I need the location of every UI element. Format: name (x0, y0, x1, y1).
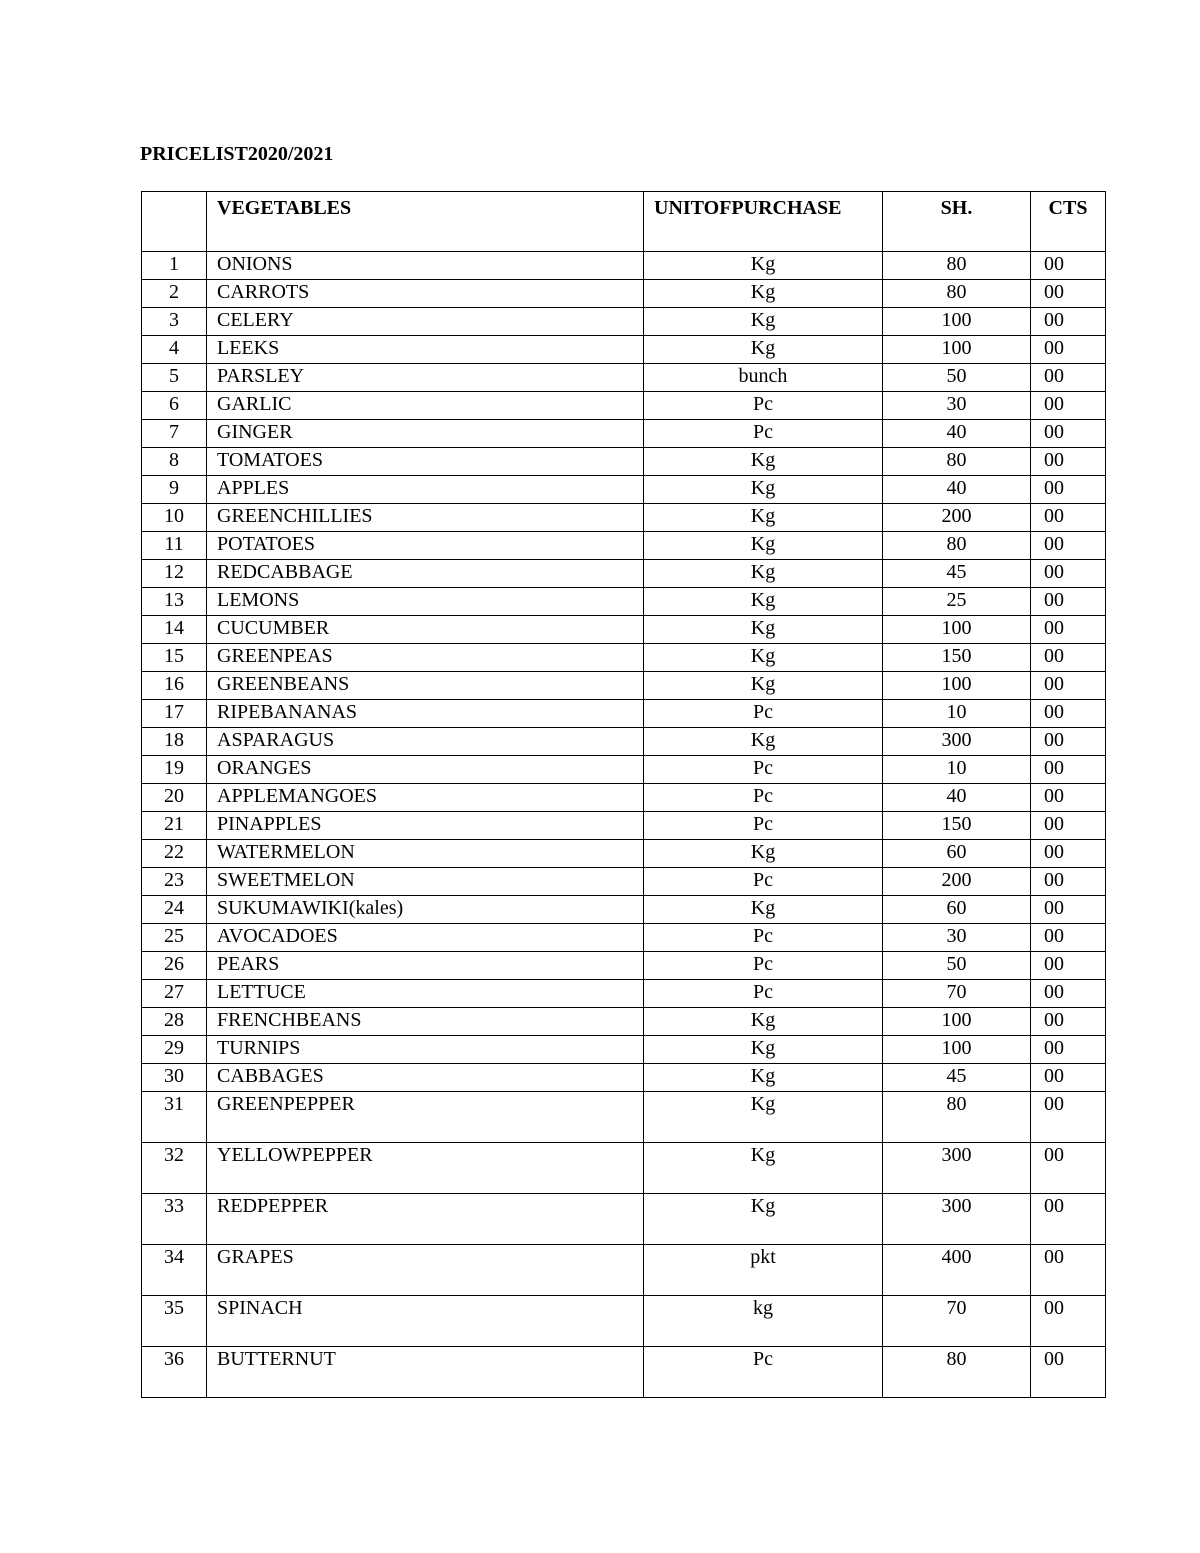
price-shillings: 200 (883, 504, 1031, 532)
price-cents: 00 (1031, 1064, 1106, 1092)
row-number: 33 (142, 1194, 207, 1245)
row-number: 23 (142, 868, 207, 896)
price-shillings: 80 (883, 448, 1031, 476)
table-row (142, 364, 1106, 392)
price-shillings: 400 (883, 1245, 1031, 1296)
item-name: PARSLEY (207, 364, 644, 392)
price-cents: 00 (1031, 448, 1106, 476)
price-cents: 00 (1031, 504, 1106, 532)
header-shillings: SH. (883, 192, 1031, 252)
item-name: GINGER (207, 420, 644, 448)
price-shillings: 30 (883, 392, 1031, 420)
table-row (142, 1143, 1106, 1194)
price-shillings: 80 (883, 532, 1031, 560)
item-name: GREENCHILLIES (207, 504, 644, 532)
table-row (142, 868, 1106, 896)
item-name: CARROTS (207, 280, 644, 308)
row-number: 20 (142, 784, 207, 812)
table-row (142, 560, 1106, 588)
row-number: 29 (142, 1036, 207, 1064)
unit-of-purchase: Kg (644, 560, 883, 588)
price-shillings: 10 (883, 700, 1031, 728)
item-name: CELERY (207, 308, 644, 336)
price-cents: 00 (1031, 924, 1106, 952)
price-shillings: 40 (883, 420, 1031, 448)
item-name: SWEETMELON (207, 868, 644, 896)
price-shillings: 45 (883, 560, 1031, 588)
price-cents: 00 (1031, 392, 1106, 420)
unit-of-purchase: Pc (644, 420, 883, 448)
unit-of-purchase: pkt (644, 1245, 883, 1296)
row-number: 1 (142, 252, 207, 280)
item-name: REDPEPPER (207, 1194, 644, 1245)
price-cents: 00 (1031, 420, 1106, 448)
unit-of-purchase: Kg (644, 308, 883, 336)
unit-of-purchase: Pc (644, 980, 883, 1008)
price-cents: 00 (1031, 980, 1106, 1008)
price-table (141, 191, 1106, 1398)
table-row (142, 532, 1106, 560)
item-name: AVOCADOES (207, 924, 644, 952)
unit-of-purchase: Pc (644, 952, 883, 980)
row-number: 2 (142, 280, 207, 308)
row-number: 8 (142, 448, 207, 476)
unit-of-purchase: Pc (644, 784, 883, 812)
table-row (142, 280, 1106, 308)
header-number (142, 192, 207, 252)
row-number: 11 (142, 532, 207, 560)
unit-of-purchase: Kg (644, 252, 883, 280)
item-name: ASPARAGUS (207, 728, 644, 756)
price-cents: 00 (1031, 1245, 1106, 1296)
table-row (142, 1008, 1106, 1036)
item-name: PEARS (207, 952, 644, 980)
price-shillings: 150 (883, 644, 1031, 672)
price-cents: 00 (1031, 532, 1106, 560)
unit-of-purchase: Kg (644, 896, 883, 924)
item-name: FRENCHBEANS (207, 1008, 644, 1036)
item-name: GREENPEPPER (207, 1092, 644, 1143)
price-shillings: 50 (883, 364, 1031, 392)
table-row (142, 448, 1106, 476)
row-number: 7 (142, 420, 207, 448)
item-name: POTATOES (207, 532, 644, 560)
price-cents: 00 (1031, 1036, 1106, 1064)
header-cents: CTS (1031, 192, 1106, 252)
price-shillings: 70 (883, 980, 1031, 1008)
unit-of-purchase: kg (644, 1296, 883, 1347)
row-number: 9 (142, 476, 207, 504)
row-number: 25 (142, 924, 207, 952)
header-unit-of-purchase: UNITOFPURCHASE (644, 192, 883, 252)
unit-of-purchase: Pc (644, 392, 883, 420)
table-row (142, 784, 1106, 812)
table-row (142, 504, 1106, 532)
item-name: SUKUMAWIKI(kales) (207, 896, 644, 924)
item-name: APPLEMANGOES (207, 784, 644, 812)
table-row (142, 308, 1106, 336)
item-name: TOMATOES (207, 448, 644, 476)
unit-of-purchase: Kg (644, 1143, 883, 1194)
unit-of-purchase: Pc (644, 700, 883, 728)
row-number: 34 (142, 1245, 207, 1296)
price-cents: 00 (1031, 308, 1106, 336)
unit-of-purchase: Pc (644, 756, 883, 784)
price-shillings: 70 (883, 1296, 1031, 1347)
item-name: GREENPEAS (207, 644, 644, 672)
row-number: 31 (142, 1092, 207, 1143)
price-shillings: 10 (883, 756, 1031, 784)
price-shillings: 45 (883, 1064, 1031, 1092)
item-name: CUCUMBER (207, 616, 644, 644)
price-shillings: 300 (883, 728, 1031, 756)
price-shillings: 200 (883, 868, 1031, 896)
item-name: GARLIC (207, 392, 644, 420)
price-shillings: 300 (883, 1194, 1031, 1245)
price-shillings: 40 (883, 476, 1031, 504)
row-number: 36 (142, 1347, 207, 1398)
unit-of-purchase: Pc (644, 868, 883, 896)
table-row (142, 420, 1106, 448)
item-name: LETTUCE (207, 980, 644, 1008)
table-row (142, 812, 1106, 840)
price-shillings: 40 (883, 784, 1031, 812)
unit-of-purchase: Kg (644, 1064, 883, 1092)
price-cents: 00 (1031, 868, 1106, 896)
table-row (142, 840, 1106, 868)
price-cents: 00 (1031, 336, 1106, 364)
unit-of-purchase: Kg (644, 532, 883, 560)
price-cents: 00 (1031, 728, 1106, 756)
price-cents: 00 (1031, 1143, 1106, 1194)
table-row (142, 728, 1106, 756)
table-header-row (142, 192, 1106, 252)
item-name: PINAPPLES (207, 812, 644, 840)
row-number: 28 (142, 1008, 207, 1036)
item-name: WATERMELON (207, 840, 644, 868)
price-cents: 00 (1031, 952, 1106, 980)
table-row (142, 980, 1106, 1008)
price-shillings: 80 (883, 1347, 1031, 1398)
price-cents: 00 (1031, 280, 1106, 308)
table-row (142, 700, 1106, 728)
price-shillings: 100 (883, 1008, 1031, 1036)
unit-of-purchase: bunch (644, 364, 883, 392)
table-row (142, 1347, 1106, 1398)
table-row (142, 476, 1106, 504)
price-cents: 00 (1031, 616, 1106, 644)
price-shillings: 50 (883, 952, 1031, 980)
row-number: 19 (142, 756, 207, 784)
price-cents: 00 (1031, 784, 1106, 812)
table-body (142, 252, 1106, 1398)
row-number: 10 (142, 504, 207, 532)
item-name: LEEKS (207, 336, 644, 364)
price-cents: 00 (1031, 1296, 1106, 1347)
price-shillings: 80 (883, 280, 1031, 308)
table-row (142, 1036, 1106, 1064)
price-shillings: 100 (883, 1036, 1031, 1064)
item-name: BUTTERNUT (207, 1347, 644, 1398)
unit-of-purchase: Pc (644, 812, 883, 840)
table-row (142, 1194, 1106, 1245)
price-shillings: 25 (883, 588, 1031, 616)
row-number: 24 (142, 896, 207, 924)
unit-of-purchase: Kg (644, 616, 883, 644)
row-number: 22 (142, 840, 207, 868)
item-name: YELLOWPEPPER (207, 1143, 644, 1194)
table-row (142, 952, 1106, 980)
unit-of-purchase: Kg (644, 280, 883, 308)
table-row (142, 1092, 1106, 1143)
unit-of-purchase: Kg (644, 1008, 883, 1036)
item-name: LEMONS (207, 588, 644, 616)
table-row (142, 1296, 1106, 1347)
row-number: 14 (142, 616, 207, 644)
table-row (142, 1245, 1106, 1296)
item-name: APPLES (207, 476, 644, 504)
unit-of-purchase: Kg (644, 504, 883, 532)
table-row (142, 1064, 1106, 1092)
row-number: 27 (142, 980, 207, 1008)
price-cents: 00 (1031, 1092, 1106, 1143)
row-number: 32 (142, 1143, 207, 1194)
row-number: 30 (142, 1064, 207, 1092)
table-row (142, 588, 1106, 616)
unit-of-purchase: Kg (644, 672, 883, 700)
price-cents: 00 (1031, 756, 1106, 784)
item-name: GRAPES (207, 1245, 644, 1296)
unit-of-purchase: Kg (644, 476, 883, 504)
table-row (142, 252, 1106, 280)
unit-of-purchase: Kg (644, 840, 883, 868)
row-number: 16 (142, 672, 207, 700)
item-name: REDCABBAGE (207, 560, 644, 588)
unit-of-purchase: Kg (644, 448, 883, 476)
price-cents: 00 (1031, 476, 1106, 504)
row-number: 3 (142, 308, 207, 336)
price-shillings: 80 (883, 252, 1031, 280)
unit-of-purchase: Kg (644, 1036, 883, 1064)
price-shillings: 60 (883, 896, 1031, 924)
row-number: 4 (142, 336, 207, 364)
price-cents: 00 (1031, 364, 1106, 392)
table-row (142, 644, 1106, 672)
header-vegetables: VEGETABLES (207, 192, 644, 252)
price-cents: 00 (1031, 1194, 1106, 1245)
row-number: 21 (142, 812, 207, 840)
table-row (142, 616, 1106, 644)
price-cents: 00 (1031, 588, 1106, 616)
page-title: PRICELIST2020/2021 (140, 143, 334, 165)
unit-of-purchase: Kg (644, 336, 883, 364)
row-number: 17 (142, 700, 207, 728)
table-row (142, 672, 1106, 700)
price-shillings: 100 (883, 616, 1031, 644)
row-number: 6 (142, 392, 207, 420)
price-cents: 00 (1031, 1008, 1106, 1036)
unit-of-purchase: Kg (644, 644, 883, 672)
price-shillings: 100 (883, 672, 1031, 700)
price-shillings: 100 (883, 308, 1031, 336)
price-cents: 00 (1031, 252, 1106, 280)
unit-of-purchase: Pc (644, 924, 883, 952)
price-cents: 00 (1031, 840, 1106, 868)
item-name: RIPEBANANAS (207, 700, 644, 728)
price-shillings: 300 (883, 1143, 1031, 1194)
price-shillings: 60 (883, 840, 1031, 868)
row-number: 5 (142, 364, 207, 392)
table-row (142, 756, 1106, 784)
table-row (142, 896, 1106, 924)
unit-of-purchase: Kg (644, 1194, 883, 1245)
price-shillings: 150 (883, 812, 1031, 840)
row-number: 15 (142, 644, 207, 672)
table-row (142, 336, 1106, 364)
row-number: 13 (142, 588, 207, 616)
item-name: TURNIPS (207, 1036, 644, 1064)
price-cents: 00 (1031, 812, 1106, 840)
item-name: CABBAGES (207, 1064, 644, 1092)
price-shillings: 30 (883, 924, 1031, 952)
item-name: ONIONS (207, 252, 644, 280)
price-cents: 00 (1031, 700, 1106, 728)
price-shillings: 80 (883, 1092, 1031, 1143)
table-row (142, 392, 1106, 420)
unit-of-purchase: Kg (644, 728, 883, 756)
price-cents: 00 (1031, 644, 1106, 672)
row-number: 35 (142, 1296, 207, 1347)
item-name: ORANGES (207, 756, 644, 784)
item-name: GREENBEANS (207, 672, 644, 700)
price-cents: 00 (1031, 672, 1106, 700)
unit-of-purchase: Kg (644, 588, 883, 616)
price-cents: 00 (1031, 1347, 1106, 1398)
row-number: 18 (142, 728, 207, 756)
unit-of-purchase: Pc (644, 1347, 883, 1398)
table-row (142, 924, 1106, 952)
price-cents: 00 (1031, 896, 1106, 924)
price-cents: 00 (1031, 560, 1106, 588)
row-number: 26 (142, 952, 207, 980)
row-number: 12 (142, 560, 207, 588)
price-shillings: 100 (883, 336, 1031, 364)
item-name: SPINACH (207, 1296, 644, 1347)
unit-of-purchase: Kg (644, 1092, 883, 1143)
